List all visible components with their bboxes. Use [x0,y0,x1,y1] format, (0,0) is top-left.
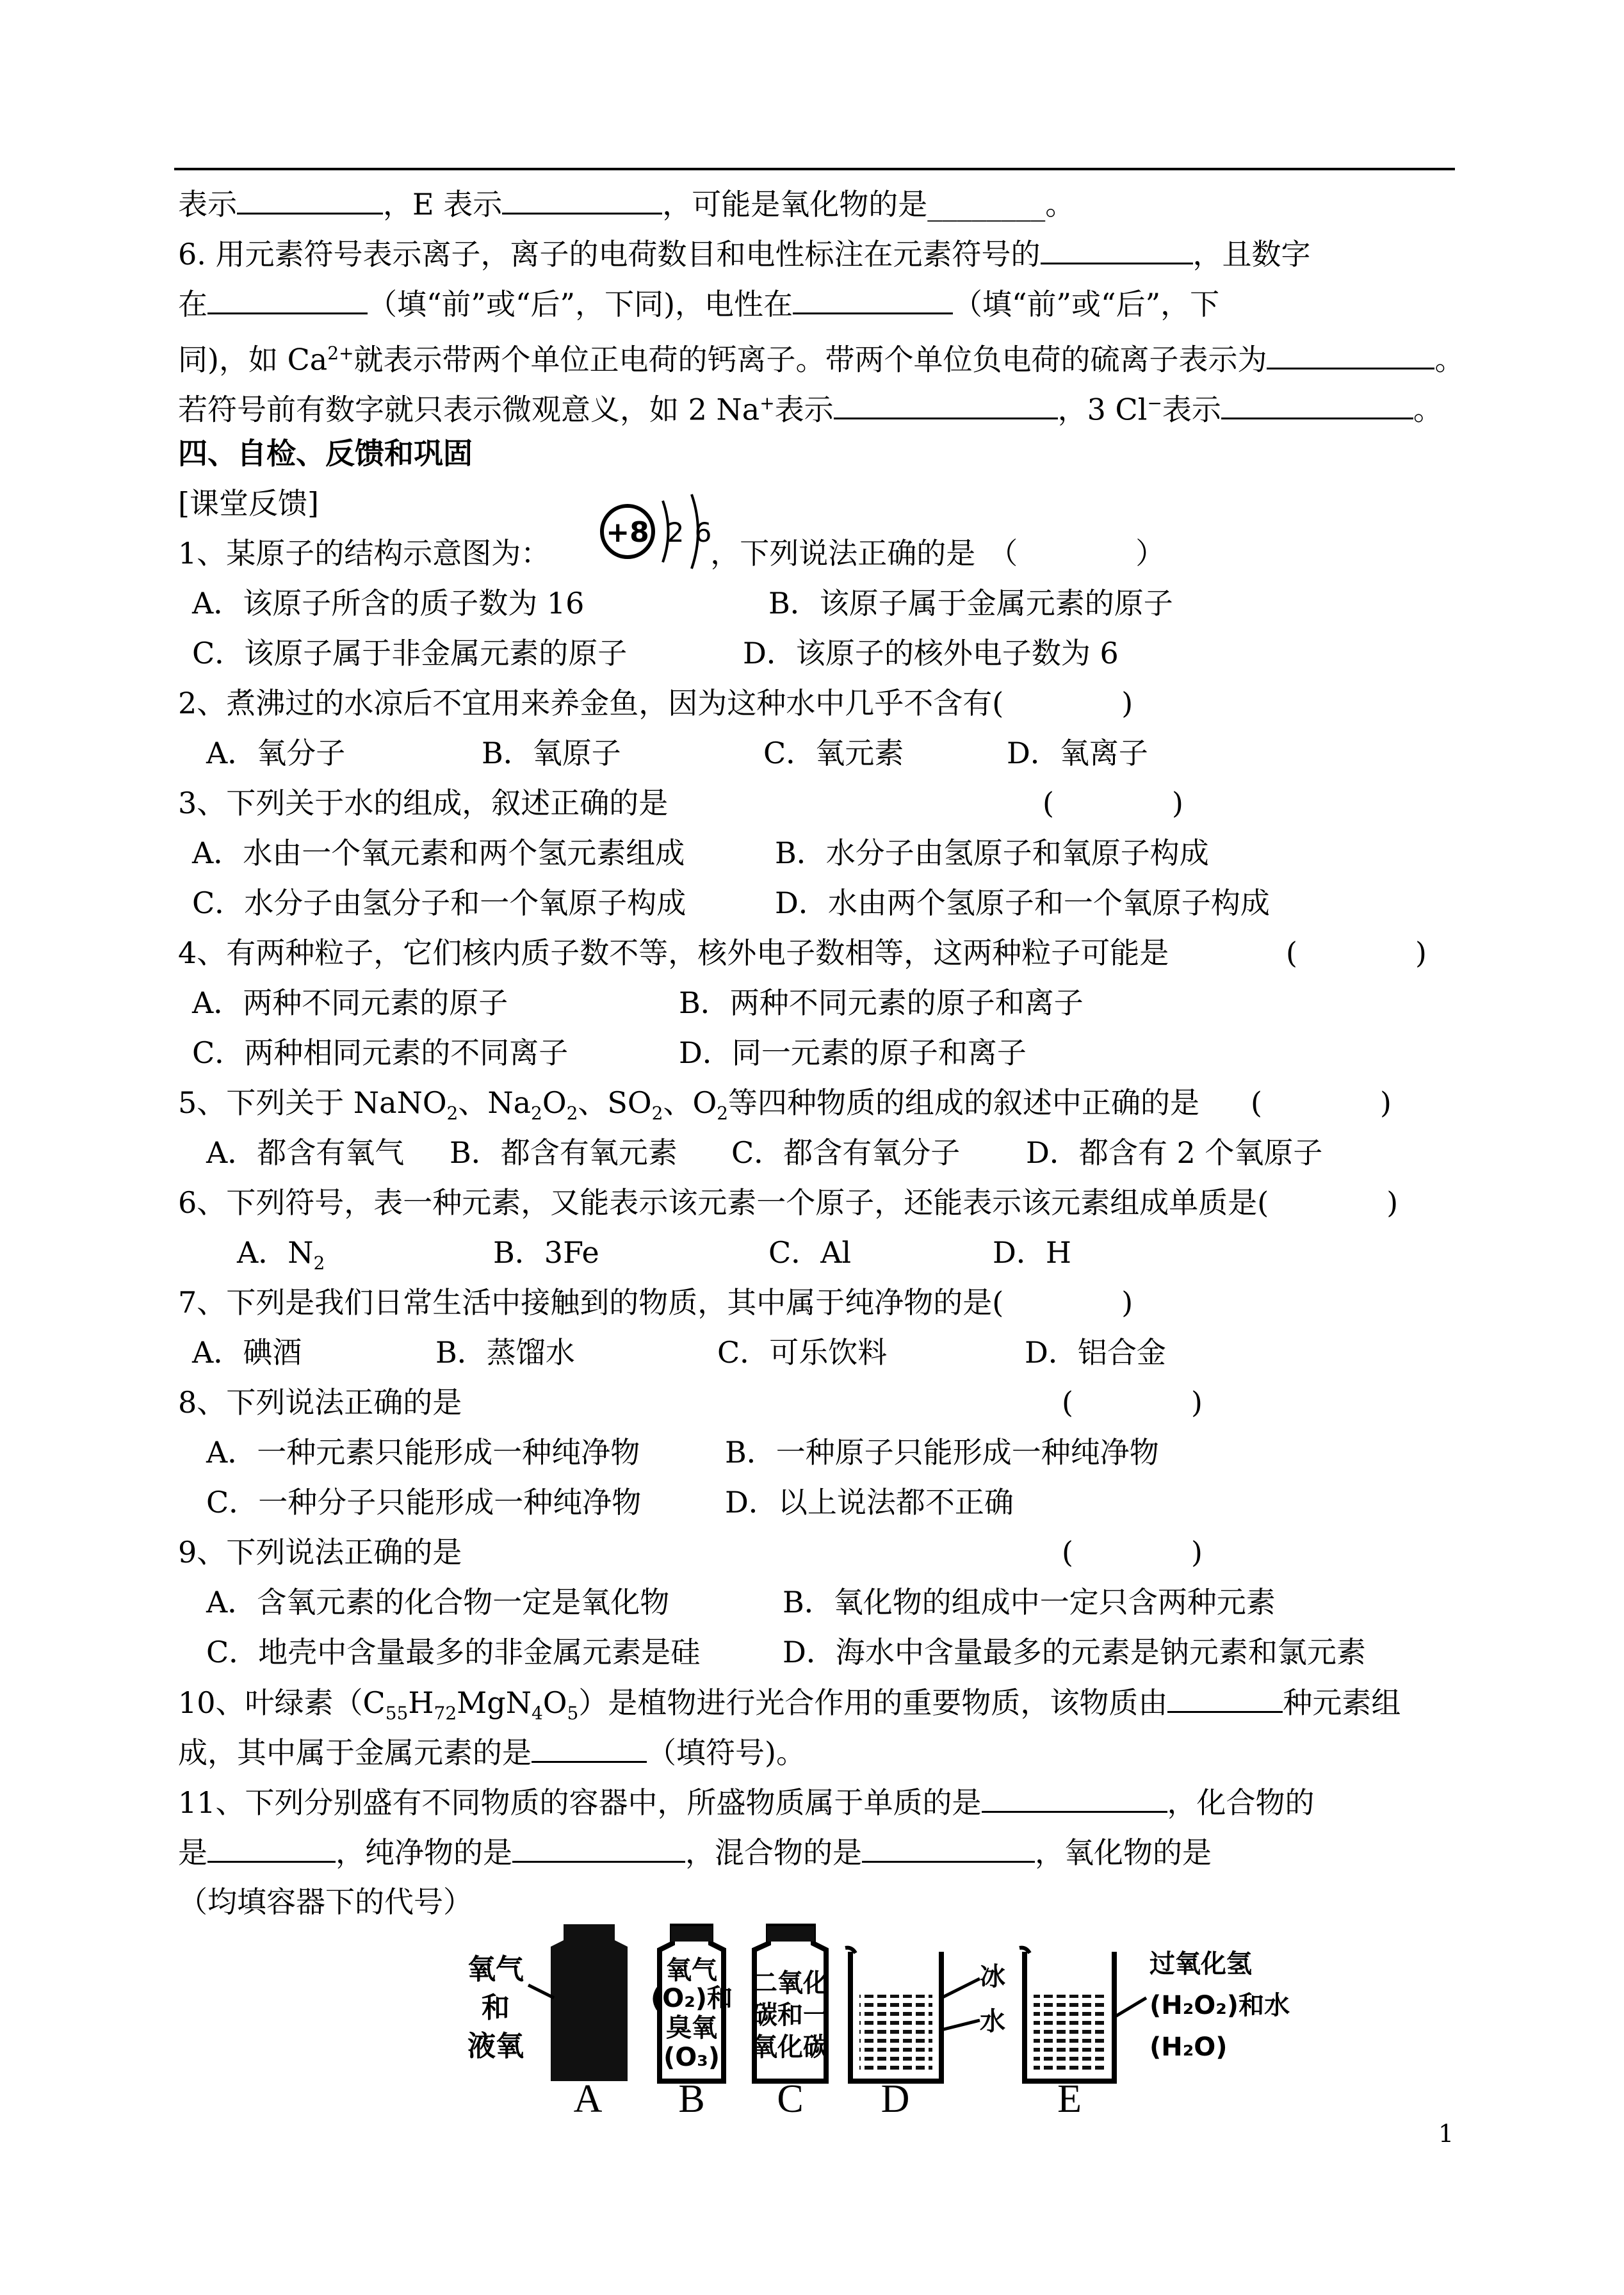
option-a[interactable] [237,1233,493,1283]
question-9 [178,1533,1203,1571]
container-label-b: B [678,2077,705,2113]
question-stem: 8、下列说法正确的是 [178,1385,462,1420]
question-9-options-cd [206,1633,1366,1671]
text: 是 [178,1835,207,1870]
option-a[interactable]: A．一种元素只能形成一种纯净物 [206,1435,640,1470]
text: H [408,1685,434,1720]
text: 若符号前有数字就只表示微观意义，如 2 Na [178,392,760,427]
container-d-pointer-2 [941,2020,980,2030]
question-stem-tail: ，下列说法正确的是 [710,536,976,571]
answer-paren[interactable]: ( ) [1257,1185,1399,1220]
section-heading: 四、自检、反馈和巩固 [178,436,473,471]
text: O [542,1685,567,1720]
container-e-pointer [1114,1998,1146,2017]
text: ，混合物的是 [685,1835,862,1870]
container-d-liquid [859,1995,932,2075]
answer-blank[interactable] [982,1783,1167,1813]
containers-figure [467,1921,1358,2113]
answer-blank[interactable] [207,1833,336,1863]
option-b[interactable]: B．蒸馏水 [435,1335,575,1370]
q5-continuation-line [178,184,1075,223]
option-c[interactable]: C．地壳中含量最多的非金属元素是硅 [206,1635,701,1669]
subscript: 2 [531,1103,542,1124]
superscript: + [759,393,775,414]
option-b[interactable]: B．水分子由氢原子和氧原子构成 [775,836,1209,870]
question-5-options [206,1133,1322,1172]
question-9-options-ab [206,1583,1276,1621]
question-3 [178,784,1183,822]
container-label-d: D [881,2077,910,2113]
container-b-label-3: 臭氧 [666,2013,717,2043]
container-label-a: A [573,2077,603,2113]
question-4-options-cd [192,1034,1027,1072]
option-c[interactable]: C．氧元素 [763,736,904,770]
question-stem: 5、下列关于 NaNO [178,1085,447,1120]
text: 、Na [458,1085,532,1120]
text: 同)，如 Ca [178,342,328,377]
text: ，可能是氧化物的是________。 [662,187,1075,222]
question-4-options-ab [192,984,1084,1022]
container-a-pointer [528,1985,554,1998]
container-a-bottle [551,1924,628,2081]
page-number: 1 [1438,2120,1454,2148]
text: （填“前”或“后”，下 [953,287,1220,321]
option-c[interactable]: C．两种相同元素的不同离子 [192,1035,569,1070]
question-2: 2、煮沸过的水凉后不宜用来养金鱼，因为这种水中几乎不含有( ) [178,686,1133,720]
container-e-label-3: (H₂O) [1149,2032,1228,2062]
option-d[interactable]: D．以上说法都不正确 [725,1485,1014,1520]
container-d-label-2: 水 [980,2007,1005,2036]
option-b[interactable]: B．两种不同元素的原子和离子 [679,985,1084,1020]
container-d-pointer-1 [941,1979,980,1998]
option-d[interactable]: D．该原子的核外电子数为 6 [743,636,1119,670]
text: ，氧化物的是 [1035,1835,1212,1870]
option-a[interactable]: A．含氧元素的化合物一定是氧化物 [206,1585,670,1619]
text: ）是植物进行光合作用的重要物质，该物质由 [578,1685,1168,1720]
text: ，化合物的 [1167,1785,1315,1820]
text: MgN [457,1685,532,1720]
subscript: 72 [434,1703,457,1724]
container-b-label-1: 氧气 [666,1956,717,1985]
question-stem: 3、下列关于水的组成，叙述正确的是 [178,786,669,820]
container-c-label-3: 氧化碳 [752,2032,829,2062]
text: 成，其中属于金属元素的是 [178,1735,532,1770]
question-8-options-ab [206,1433,1159,1472]
question-1-options-ab [192,584,1173,622]
subscript: 2 [717,1103,729,1124]
answer-blank[interactable] [1267,339,1434,369]
text: 等四种物质的组成的叙述中正确的是 [728,1085,1200,1120]
answer-blank[interactable] [237,184,383,215]
option-a[interactable]: A．水由一个氧元素和两个氢元素组成 [192,836,685,870]
container-a-label-1: 氧气 [467,1953,524,1986]
text: 11、下列分别盛有不同物质的容器中，所盛物质属于单质的是 [178,1785,982,1820]
option-b[interactable]: B．3Fe [493,1235,599,1270]
superscript: 2+ [327,343,354,364]
answer-blank[interactable] [1041,234,1193,264]
container-e-label-1: 过氧化氢 [1149,1949,1252,1979]
container-c [752,1926,829,2081]
q6-line-3 [178,334,1464,378]
option-d[interactable]: D．H [993,1235,1071,1270]
option-b[interactable]: B．该原子属于金属元素的原子 [768,586,1173,620]
answer-blank[interactable] [862,1833,1035,1863]
container-a [467,1924,628,2081]
answer-blank[interactable] [1167,1683,1283,1713]
container-b [651,1926,733,2081]
option-c[interactable]: C．该原子属于非金属元素的原子 [192,636,628,670]
subscript: 2 [446,1103,459,1124]
question-10-line-1 [178,1683,1401,1733]
option-b[interactable]: B．都含有氧元素 [450,1135,678,1170]
option-d[interactable]: D．水由两个氢原子和一个氧原子构成 [775,886,1270,920]
option-d[interactable]: D．都含有 2 个氧原子 [1026,1135,1323,1170]
answer-paren[interactable]: ( ) [1251,1085,1392,1120]
container-c-stopper [767,1926,815,1942]
text: 表示 [178,187,237,222]
question-6 [178,1183,1398,1222]
container-e-liquid [1034,1995,1105,2075]
text: ，纯净物的是 [336,1835,512,1870]
text: ，且数字 [1192,237,1311,272]
option-c[interactable]: C．都含有氧分子 [731,1135,961,1170]
question-5 [178,1083,1392,1133]
question-3-options-ab [192,834,1209,872]
option-a[interactable]: A．氧分子 [206,736,346,770]
option-b[interactable]: B．氧原子 [482,736,621,770]
container-label-c: C [777,2077,804,2113]
text: 。 [1413,392,1443,427]
shell-2-electrons: 6 [694,517,712,548]
option-c[interactable]: C．Al [768,1235,852,1270]
text: 表示 [1162,392,1221,427]
container-e [1019,1948,1290,2081]
question-7: 7、下列是我们日常生活中接触到的物质，其中属于纯净物的是( ) [178,1285,1133,1320]
text: 种元素组 [1283,1685,1401,1720]
question-11-line-1 [178,1783,1315,1822]
container-a-label-2: 和 [482,1991,510,2024]
question-11-line-3: （均填容器下的代号） [178,1885,473,1919]
option-a[interactable]: A．该原子所含的质子数为 16 [192,586,585,620]
answer-blank[interactable] [512,1833,685,1863]
question-stem: 6、下列符号，表一种元素，又能表示该元素一个原子，还能表示该元素组成单质是 [178,1185,1258,1220]
question-8-options-cd [206,1483,1014,1521]
q6-line-1 [178,234,1311,273]
container-d [845,1948,1005,2081]
text: ，3 Cl [1057,392,1148,427]
answer-blank[interactable] [834,389,1058,419]
question-8 [178,1383,1203,1422]
container-d-label-1: 冰 [980,1962,1005,1991]
answer-blank[interactable] [207,284,368,314]
q6-line-2 [178,284,1219,323]
text: 10、叶绿素（C [178,1685,386,1720]
text: 6. 用元素符号表示离子，离子的电荷数目和电性标注在元素符号的 [178,237,1041,272]
text: 表示 [774,392,834,427]
option-c[interactable]: C．水分子由氢分子和一个氧原子构成 [192,886,686,920]
option-d[interactable]: D．铝合金 [1025,1335,1166,1370]
option-a-text: A．N [237,1235,314,1270]
answer-blank[interactable] [793,284,953,314]
subscript: 4 [531,1703,543,1724]
option-d[interactable]: D．氧离子 [1007,736,1148,770]
text: O [542,1085,567,1120]
subscript: 2 [313,1253,325,1274]
shell-1-electrons: 2 [667,517,685,548]
question-10-line-2 [178,1733,806,1772]
text: ，E 表示 [383,187,503,222]
nucleus-charge: +8 [606,516,649,549]
question-6-options [237,1233,1071,1283]
option-d[interactable]: D．同一元素的原子和离子 [679,1035,1027,1070]
question-7-options [192,1333,1166,1372]
feedback-heading: [课堂反馈] [178,486,319,521]
container-c-label-1: 二氧化 [752,1968,829,1998]
subscript: 2 [651,1103,663,1124]
answer-blank[interactable] [532,1733,647,1763]
text: 、O [663,1085,717,1120]
container-c-label-2: 碳和一 [752,2000,829,2030]
container-b-label-2: (O₂)和 [650,1984,733,2013]
container-b-label-4: (O₃) [663,2043,720,2072]
container-e-label-2: (H₂O₂)和水 [1149,1991,1290,2020]
text: （填“前”或“后”，下同)，电性在 [368,287,793,321]
option-b[interactable]: B．一种原子只能形成一种纯净物 [725,1435,1159,1470]
text: 、SO [578,1085,652,1120]
answer-paren[interactable]: ( ) [1286,936,1427,970]
superscript: − [1147,393,1162,414]
text: 就表示带两个单位正电荷的钙离子。带两个单位负电荷的硫离子表示为 [353,342,1267,377]
container-a-label-3: 液氧 [467,2030,524,2063]
question-stem: 1、某原子的结构示意图为： [178,536,551,571]
answer-paren[interactable]: ( ) [1062,1385,1203,1420]
q6-line-4 [178,384,1443,428]
subscript: 2 [566,1103,578,1124]
question-2-options [206,734,1148,772]
subscript: 55 [385,1703,409,1724]
answer-blank[interactable] [502,184,662,215]
option-a[interactable]: A．都含有氧气 [206,1135,405,1170]
subscript: 5 [567,1703,579,1724]
question-1-options-cd [192,634,1119,672]
text: 。 [1434,342,1465,377]
text: （填符号)。 [647,1735,806,1770]
question-stem: 4、有两种粒子，它们核内质子数不等，核外电子数相等，这两种粒子可能是 [178,936,1169,970]
answer-paren[interactable]: （ ） [988,536,1165,571]
container-b-stopper [671,1926,712,1942]
question-11-line-2 [178,1833,1212,1872]
option-d[interactable]: D．海水中含量最多的元素是钠元素和氯元素 [783,1635,1366,1669]
answer-blank[interactable] [1221,389,1413,419]
question-4 [178,934,1427,972]
answer-paren[interactable]: ( ) [1062,1535,1203,1569]
header-rule [174,168,1455,170]
option-a[interactable]: A．碘酒 [192,1335,302,1370]
option-c[interactable]: C．一种分子只能形成一种纯净物 [206,1485,642,1520]
option-a[interactable]: A．两种不同元素的原子 [192,985,508,1020]
question-1 [178,534,1165,572]
option-c[interactable]: C．可乐饮料 [717,1335,888,1370]
question-stem: 9、下列说法正确的是 [178,1535,462,1569]
question-3-options-cd [192,884,1270,922]
option-b[interactable]: B．氧化物的组成中一定只含两种元素 [783,1585,1276,1619]
container-label-e: E [1057,2077,1082,2113]
text: 在 [178,287,207,321]
answer-paren[interactable]: ( ) [1043,786,1183,820]
